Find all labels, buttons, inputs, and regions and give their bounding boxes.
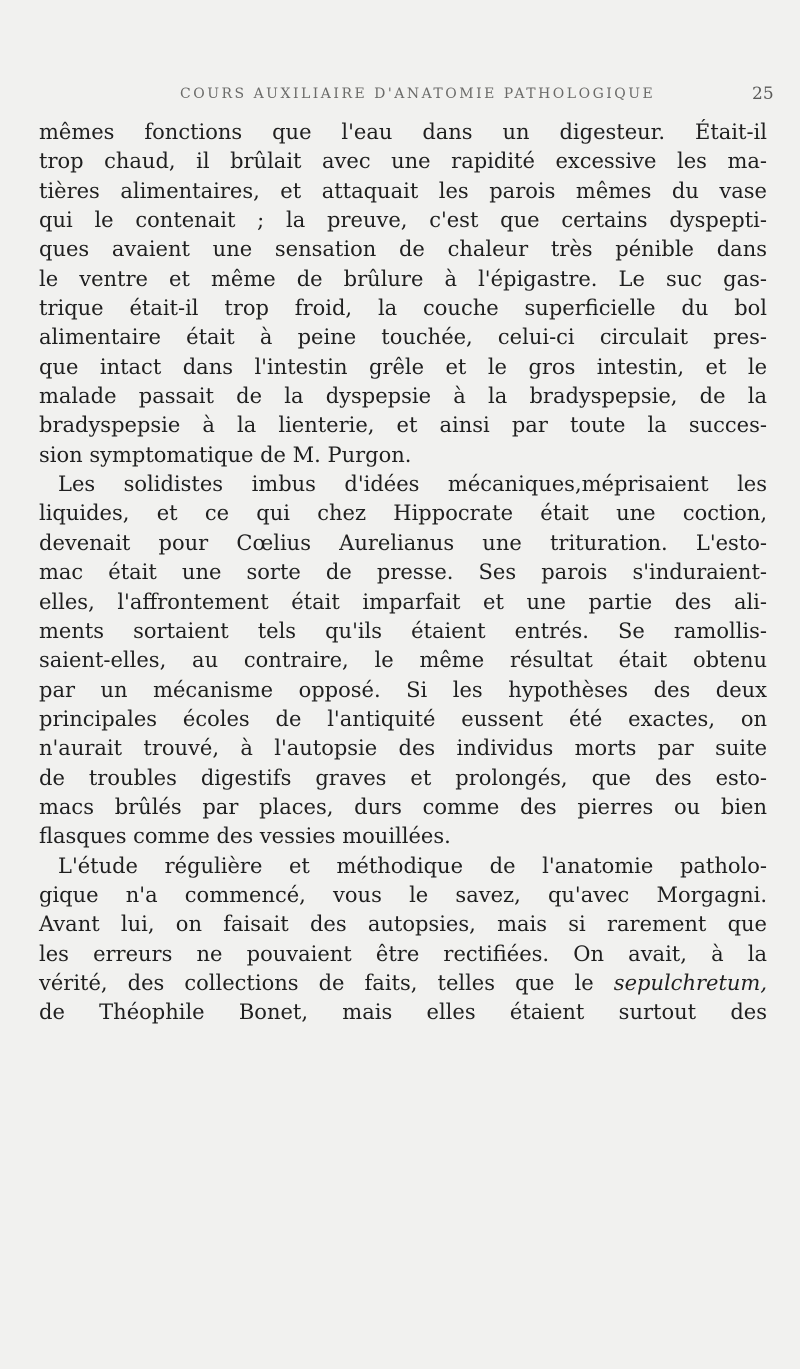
- paragraph-start-line: L'étude régulière et méthodique de l'anatomie patholo-: [58, 853, 767, 878]
- text-line: les erreurs ne pouvaient être rectifiées. On avait, à la: [39, 941, 767, 966]
- text-line: qui le contenait ; la preuve, c'est que certains dyspepti-: [39, 208, 767, 233]
- text-line: tières alimentaires, et attaquait les parois mêmes du vase: [39, 178, 767, 203]
- paragraph-end-line: flasques comme des vessies mouillées.: [39, 824, 451, 849]
- paragraph-start-line: Les solidistes imbus d'idées mécaniques,méprisaient les: [58, 472, 767, 497]
- text-line: de Théophile Bonet, mais elles étaient surtout des: [39, 1000, 767, 1025]
- text-line: bradyspepsie à la lienterie, et ainsi par toute la succes-: [39, 413, 767, 438]
- text-line: ments sortaient tels qu'ils étaient entrés. Se ramollis-: [39, 618, 767, 643]
- text-line: elles, l'affrontement était imparfait et une partie des ali-: [39, 589, 767, 614]
- text-line: principales écoles de l'antiquité eussent été exactes, on: [39, 706, 767, 731]
- italic-term: sepulchretum,: [613, 970, 767, 995]
- text-line: n'aurait trouvé, à l'autopsie des individus morts par suite: [39, 736, 767, 761]
- text-line: gique n'a commencé, vous le savez, qu'avec Morgagni.: [39, 882, 767, 907]
- text-line: ques avaient une sensation de chaleur très pénible dans: [39, 237, 767, 262]
- text-line: alimentaire était à peine touchée, celui-ci circulait pres-: [39, 325, 767, 350]
- text-line: saient-elles, au contraire, le même résultat était obtenu: [39, 648, 767, 673]
- text-line: macs brûlés par places, durs comme des pierres ou bien: [39, 794, 767, 819]
- text-line: le ventre et même de brûlure à l'épigastre. Le suc gas-: [39, 266, 767, 291]
- text-line: par un mécanisme opposé. Si les hypothèses des deux: [39, 677, 767, 702]
- text-line-with-italic: [39, 969, 767, 998]
- text-line: que intact dans l'intestin grêle et le gros intestin, et le: [39, 354, 767, 379]
- text-segment: vérité, des collections de faits, telles que le: [39, 970, 594, 995]
- page-number: 25: [752, 84, 774, 104]
- text-line: malade passait de la dyspepsie à la bradyspepsie, de la: [39, 384, 767, 409]
- paragraph-end-line: sion symptomatique de M. Purgon.: [39, 442, 412, 467]
- text-line: Avant lui, on faisait des autopsies, mais si rarement que: [39, 912, 767, 937]
- text-line: liquides, et ce qui chez Hippocrate était une coction,: [39, 501, 767, 526]
- text-line: mac était une sorte de presse. Ses parois s'induraient-: [39, 560, 767, 585]
- text-line: devenait pour Cœlius Aurelianus une trituration. L'esto-: [39, 530, 767, 555]
- text-line: mêmes fonctions que l'eau dans un digesteur. Était-il: [39, 120, 767, 144]
- running-title: COURS AUXILIAIRE D'ANATOMIE PATHOLOGIQUE: [180, 86, 656, 102]
- text-line: de troubles digestifs graves et prolongés, que des esto-: [39, 765, 767, 790]
- text-line: trique était-il trop froid, la couche superficielle du bol: [39, 296, 767, 321]
- text-line: trop chaud, il brûlait avec une rapidité excessive les ma-: [39, 149, 767, 174]
- body-text: [39, 118, 767, 1028]
